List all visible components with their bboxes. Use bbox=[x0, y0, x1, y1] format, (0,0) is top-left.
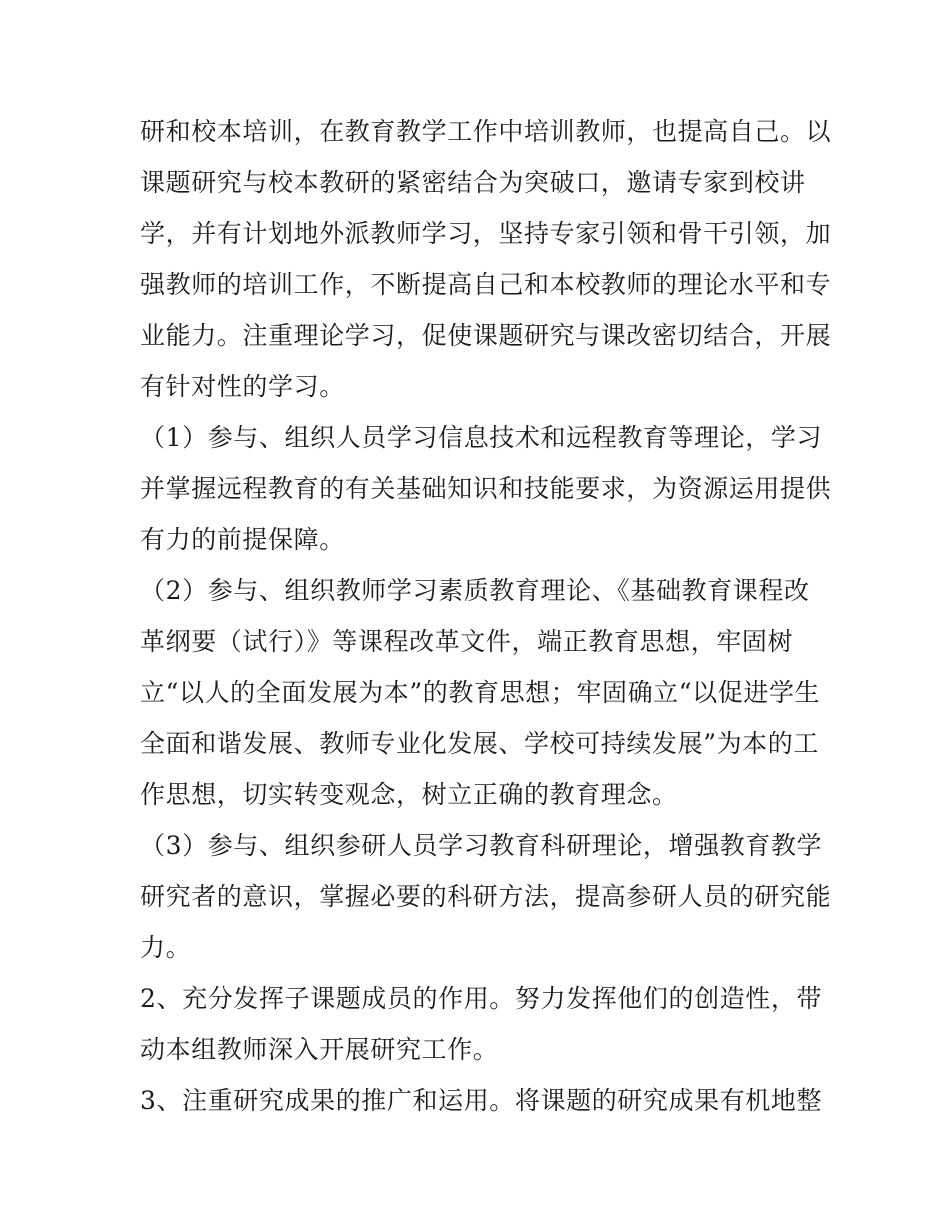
text-line-4: 强教师的培训工作，不断提高自己和本校教师的理论水平和专 bbox=[140, 270, 832, 299]
text-line-8: 并掌握远程教育的有关基础知识和技能要求，为资源运用提供 bbox=[140, 474, 832, 503]
text-line-2: 课题研究与校本教研的紧密结合为突破口，邀请专家到校讲 bbox=[140, 168, 806, 197]
text-line-19: 动本组教师深入开展研究工作。 bbox=[140, 1035, 499, 1064]
text-line-7: （1）参与、组织人员学习信息技术和远程教育等理论，学习 bbox=[140, 423, 823, 452]
text-line-12: 立“以人的全面发展为本”的教育思想；牢固确立“以促进学生 bbox=[140, 678, 821, 707]
text-line-15: （3）参与、组织参研人员学习教育科研理论，增强教育教学 bbox=[140, 831, 823, 860]
text-line-10: （2）参与、组织教师学习素质教育理论、《基础教育课程改 bbox=[140, 576, 810, 605]
text-line-18: 2、充分发挥子课题成员的作用。努力发挥他们的创造性，带 bbox=[140, 984, 823, 1013]
text-line-20: 3、注重研究成果的推广和运用。将课题的研究成果有机地整 bbox=[140, 1086, 823, 1115]
text-line-5: 业能力。注重理论学习，促使课题研究与课改密切结合，开展 bbox=[140, 321, 832, 350]
text-line-6: 有针对性的学习。 bbox=[140, 372, 345, 401]
text-line-1: 研和校本培训，在教育教学工作中培训教师，也提高自己。以 bbox=[140, 117, 832, 146]
text-line-17: 力。 bbox=[140, 933, 192, 962]
text-line-16: 研究者的意识，掌握必要的科研方法，提高参研人员的研究能 bbox=[140, 882, 832, 911]
text-line-11: 革纲要（试行）》等课程改革文件，端正教育思想，牢固树 bbox=[140, 627, 794, 656]
text-line-13: 全面和谐发展、教师专业化发展、学校可持续发展”为本的工 bbox=[140, 729, 819, 758]
text-line-3: 学，并有计划地外派教师学习，坚持专家引领和骨干引领，加 bbox=[140, 219, 832, 248]
body-text bbox=[140, 106, 830, 1126]
text-line-14: 作思想，切实转变观念，树立正确的教育理念。 bbox=[140, 780, 678, 809]
text-line-9: 有力的前提保障。 bbox=[140, 525, 345, 554]
